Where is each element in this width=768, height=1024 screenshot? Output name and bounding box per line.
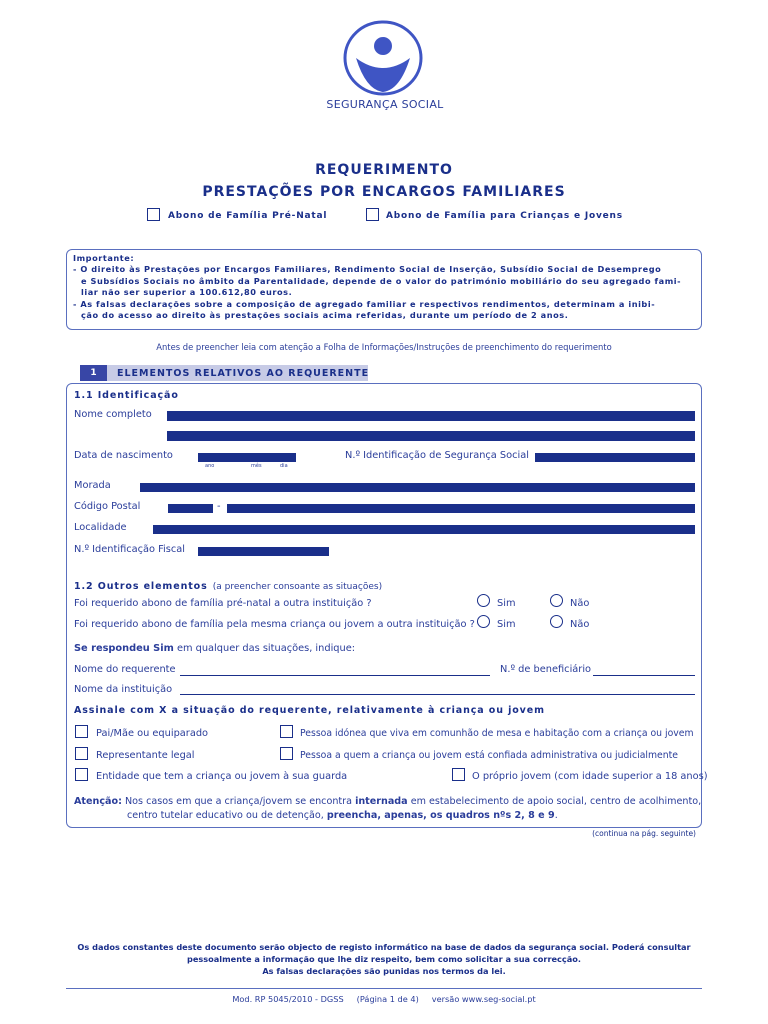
important-line-3: liar não ser superior a 100.612,80 euros.: [81, 287, 293, 298]
label-data-nascimento: Data de nascimento: [74, 450, 173, 461]
label-q1-sim: Sim: [497, 598, 516, 609]
se-respondeu-rest: em qualquer das situações, indique:: [176, 643, 356, 654]
atencao-line-2: [127, 810, 558, 821]
label-dia: dia: [280, 463, 288, 469]
label-localidade: Localidade: [74, 522, 127, 533]
atencao-text-2a: centro tutelar educativo ou de detenção,: [127, 810, 324, 821]
checkbox-proprio-jovem[interactable]: [452, 768, 465, 781]
input-niss[interactable]: [535, 449, 695, 462]
subsection-outros-elementos: [74, 574, 382, 593]
footer-line-2: pessoalmente a informação que lhe diz respeito, bem como solicitar a sua correcção.: [187, 954, 581, 964]
atencao-internada: internada: [355, 796, 408, 807]
continua-note: (continua na pág. seguinte): [592, 829, 696, 838]
checkbox-representante-legal[interactable]: [75, 747, 88, 760]
label-mes: mês: [251, 463, 262, 469]
subsection-outros-title: 1.2 Outros elementos: [74, 581, 208, 592]
logo-text: SEGURANÇA SOCIAL: [326, 98, 444, 111]
assinale-heading: Assinale com X a situação do requerente, relativamente à criança ou jovem: [74, 705, 545, 716]
document-subtitle: PRESTAÇÕES POR ENCARGOS FAMILIARES: [202, 184, 566, 200]
input-nome-instituicao[interactable]: [180, 694, 695, 695]
section-number: 1: [80, 365, 107, 381]
input-data-nascimento[interactable]: [198, 449, 296, 462]
label-nome-instituicao: Nome da instituição: [74, 684, 173, 695]
radio-q1-nao[interactable]: [550, 594, 563, 607]
footer-code: Mod. RP 5045/2010 - DGSS (Página 1 de 4) versão www.seg-social.pt: [232, 994, 536, 1004]
atencao-label: Atenção:: [74, 796, 122, 807]
checkbox-abono-pre-natal[interactable]: [147, 208, 160, 221]
checkbox-entidade[interactable]: [75, 768, 88, 781]
input-localidade[interactable]: [153, 521, 695, 534]
input-n-beneficiario[interactable]: [593, 675, 695, 676]
label-abono-pre-natal: Abono de Família Pré-Natal: [168, 211, 328, 221]
input-codigo-postal-1[interactable]: [168, 500, 213, 513]
checkbox-pessoa-idonea[interactable]: [280, 725, 293, 738]
label-n-beneficiario: N.º de beneficiário: [500, 664, 592, 675]
input-nome-completo-2[interactable]: [167, 428, 695, 441]
radio-q2-nao[interactable]: [550, 615, 563, 628]
subsection-outros-note: (a preencher consoante as situações): [212, 582, 383, 592]
label-pessoa-confiada: Pessoa a quem a criança ou jovem está confiada administrativa ou judicialmente: [300, 750, 679, 761]
radio-q1-sim[interactable]: [477, 594, 490, 607]
checkbox-pai-mae[interactable]: [75, 725, 88, 738]
label-proprio-jovem: O próprio jovem (com idade superior a 18 anos): [472, 771, 708, 782]
question-mesma-crianca: Foi requerido abono de família pela mesma criança ou jovem a outra instituição ?: [74, 619, 475, 630]
radio-q2-sim[interactable]: [477, 615, 490, 628]
section-title: ELEMENTOS RELATIVOS AO REQUERENTE: [117, 368, 370, 379]
footer-divider: [66, 988, 702, 989]
label-entidade: Entidade que tem a criança ou jovem à sua guarda: [96, 771, 348, 782]
important-text: [73, 253, 698, 321]
input-nome-requerente[interactable]: [180, 675, 490, 676]
atencao-text-1a: Nos casos em que a criança/jovem se encontra: [125, 796, 352, 807]
atencao-quadros: preencha, apenas, os quadros nºs 2, 8 e 9: [326, 810, 555, 821]
footer-line-1: Os dados constantes deste documento serão objecto de registo informático na base de dados da segurança social. Poderá consultar: [77, 942, 691, 952]
label-niss: N.º Identificação de Segurança Social: [345, 450, 529, 461]
checkbox-abono-criancas-jovens[interactable]: [366, 208, 379, 221]
label-nif: N.º Identificação Fiscal: [74, 544, 185, 555]
label-ano: ano: [205, 463, 215, 469]
se-respondeu-sim: [74, 643, 355, 654]
instructions-note: Antes de preencher leia com atenção a Folha de Informações/Instruções de preenchimento do requerimento: [156, 342, 612, 352]
se-respondeu-bold: Se respondeu Sim: [74, 643, 174, 654]
important-line-2: e Subsídios Sociais no âmbito da Parentalidade, depende de o valor do património mobiliário do seu agregado fami-: [81, 275, 682, 286]
important-heading: Importante:: [73, 253, 135, 263]
input-morada[interactable]: [140, 479, 695, 492]
important-line-5: ção do acesso ao direito às prestações sociais acima referidas, durante um período de 2 anos.: [81, 310, 569, 321]
label-nome-completo: Nome completo: [74, 409, 152, 420]
label-q2-sim: Sim: [497, 619, 516, 630]
footer-line-3: As falsas declarações são punidas nos termos da lei.: [262, 966, 506, 976]
label-pai-mae: Pai/Mãe ou equiparado: [96, 728, 209, 739]
label-q2-nao: Não: [570, 619, 590, 630]
codigo-postal-dash: -: [217, 501, 221, 512]
label-morada: Morada: [74, 480, 111, 491]
label-abono-criancas-jovens: Abono de Família para Crianças e Jovens: [386, 211, 623, 221]
atencao-line-1: [74, 796, 701, 807]
atencao-text-1c: em estabelecimento de apoio social, centro de acolhimento,: [410, 796, 702, 807]
important-line-4: - As falsas declarações sobre a composição de agregado familiar e respectivos rendimentos, determinam a inibi-: [73, 298, 656, 309]
label-q1-nao: Não: [570, 598, 590, 609]
question-pre-natal: Foi requerido abono de família pré-natal a outra instituição ?: [74, 598, 372, 609]
checkbox-pessoa-confiada[interactable]: [280, 747, 293, 760]
label-representante-legal: Representante legal: [96, 750, 195, 761]
label-pessoa-idonea: Pessoa idónea que viva em comunhão de mesa e habitação com a criança ou jovem: [300, 728, 694, 739]
document-title: REQUERIMENTO: [315, 162, 453, 178]
important-line-1: - O direito às Prestações por Encargos Familiares, Rendimento Social de Inserção, Subsídio Social de Desemprego: [73, 264, 662, 275]
input-nome-completo-1[interactable]: [167, 408, 695, 421]
label-codigo-postal: Código Postal: [74, 501, 141, 512]
subsection-identificacao: 1.1 Identificação: [74, 390, 179, 401]
atencao-period: .: [554, 810, 558, 821]
input-codigo-postal-2[interactable]: [227, 500, 695, 513]
label-nome-requerente: Nome do requerente: [74, 664, 176, 675]
input-nif[interactable]: [198, 543, 329, 556]
